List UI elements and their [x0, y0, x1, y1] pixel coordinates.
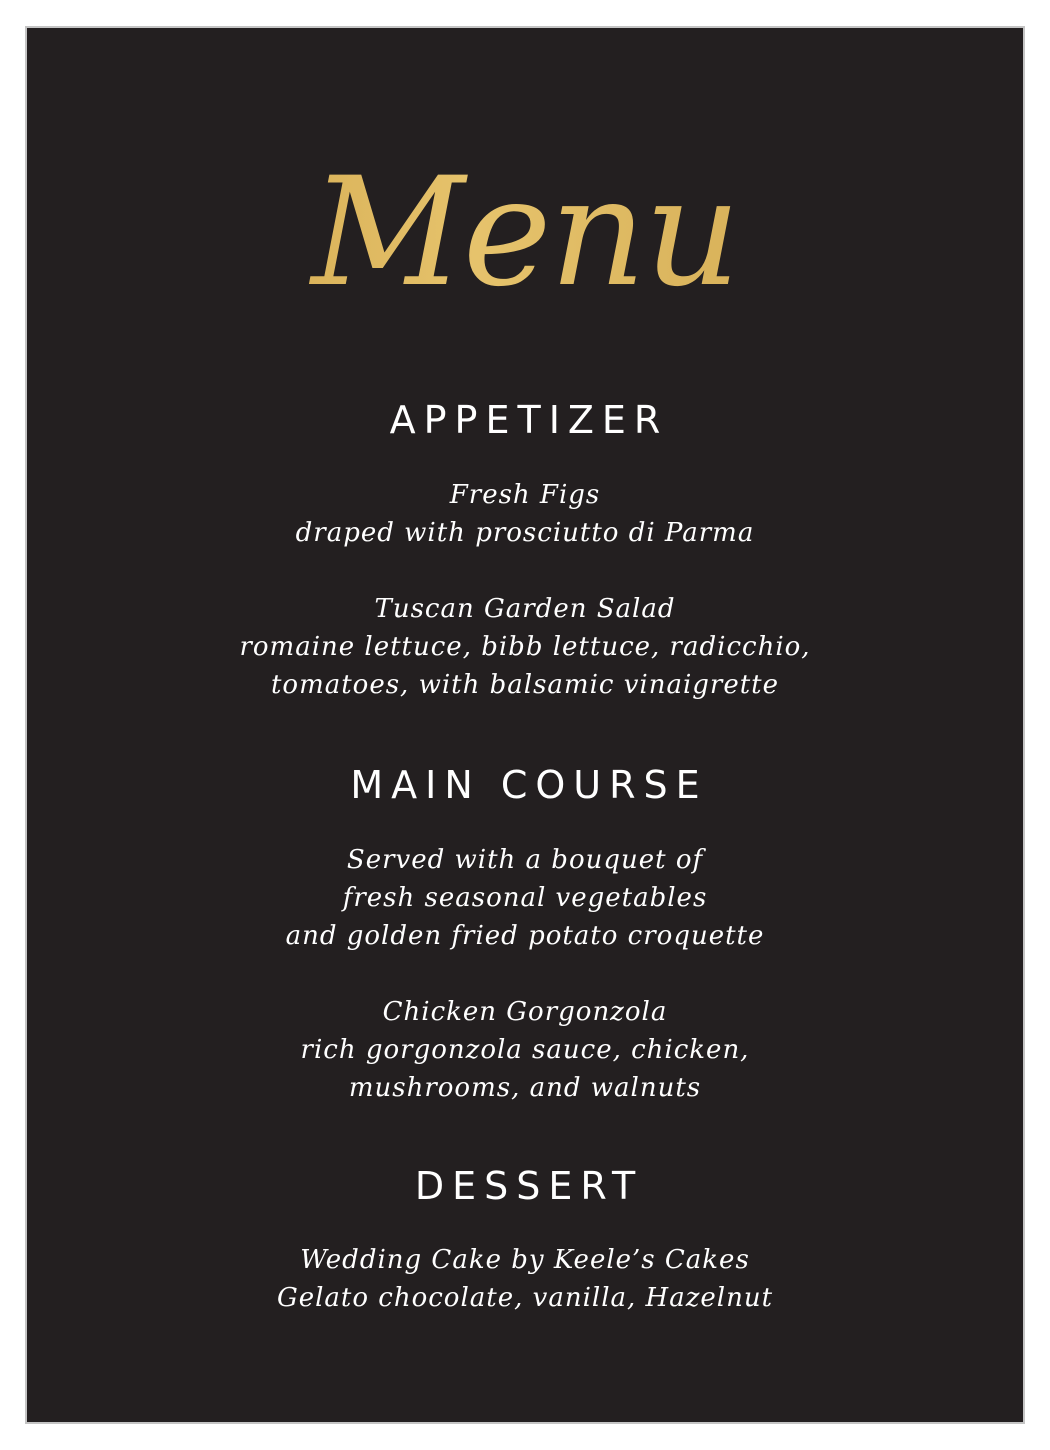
- menu-card: [25, 26, 1025, 1424]
- menu-item-fresh-figs: [27, 476, 1023, 552]
- item-line: romaine lettuce, bibb lettuce, radicchio,: [239, 632, 811, 662]
- item-line: draped with prosciutto di Parma: [295, 518, 755, 548]
- item-line: fresh seasonal vegetables: [342, 883, 708, 913]
- menu-title: Menu: [27, 128, 1023, 338]
- item-line: tomatoes, with balsamic vinaigrette: [270, 670, 780, 700]
- item-line: Tuscan Garden Salad: [374, 594, 676, 624]
- item-line: Fresh Figs: [449, 480, 601, 510]
- item-line: rich gorgonzola sauce, chicken,: [300, 1035, 750, 1065]
- item-line: mushrooms, and walnuts: [348, 1073, 702, 1103]
- menu-item-vegetables: [27, 841, 1023, 955]
- section-heading-appetizer: APPETIZER: [389, 398, 669, 442]
- item-line: Wedding Cake by Keele’s Cakes: [300, 1245, 750, 1275]
- item-line: Chicken Gorgonzola: [382, 997, 668, 1027]
- section-heading-main-course: MAIN COURSE: [350, 763, 708, 807]
- section-heading-dessert: DESSERT: [414, 1164, 644, 1208]
- item-line: Served with a bouquet of: [346, 845, 704, 875]
- menu-item-chicken-gorgonzola: [27, 993, 1023, 1107]
- menu-item-tuscan-salad: [27, 590, 1023, 704]
- item-line: Gelato chocolate, vanilla, Hazelnut: [276, 1283, 774, 1313]
- menu-item-dessert: [27, 1241, 1023, 1317]
- item-line: and golden fried potato croquette: [285, 921, 765, 951]
